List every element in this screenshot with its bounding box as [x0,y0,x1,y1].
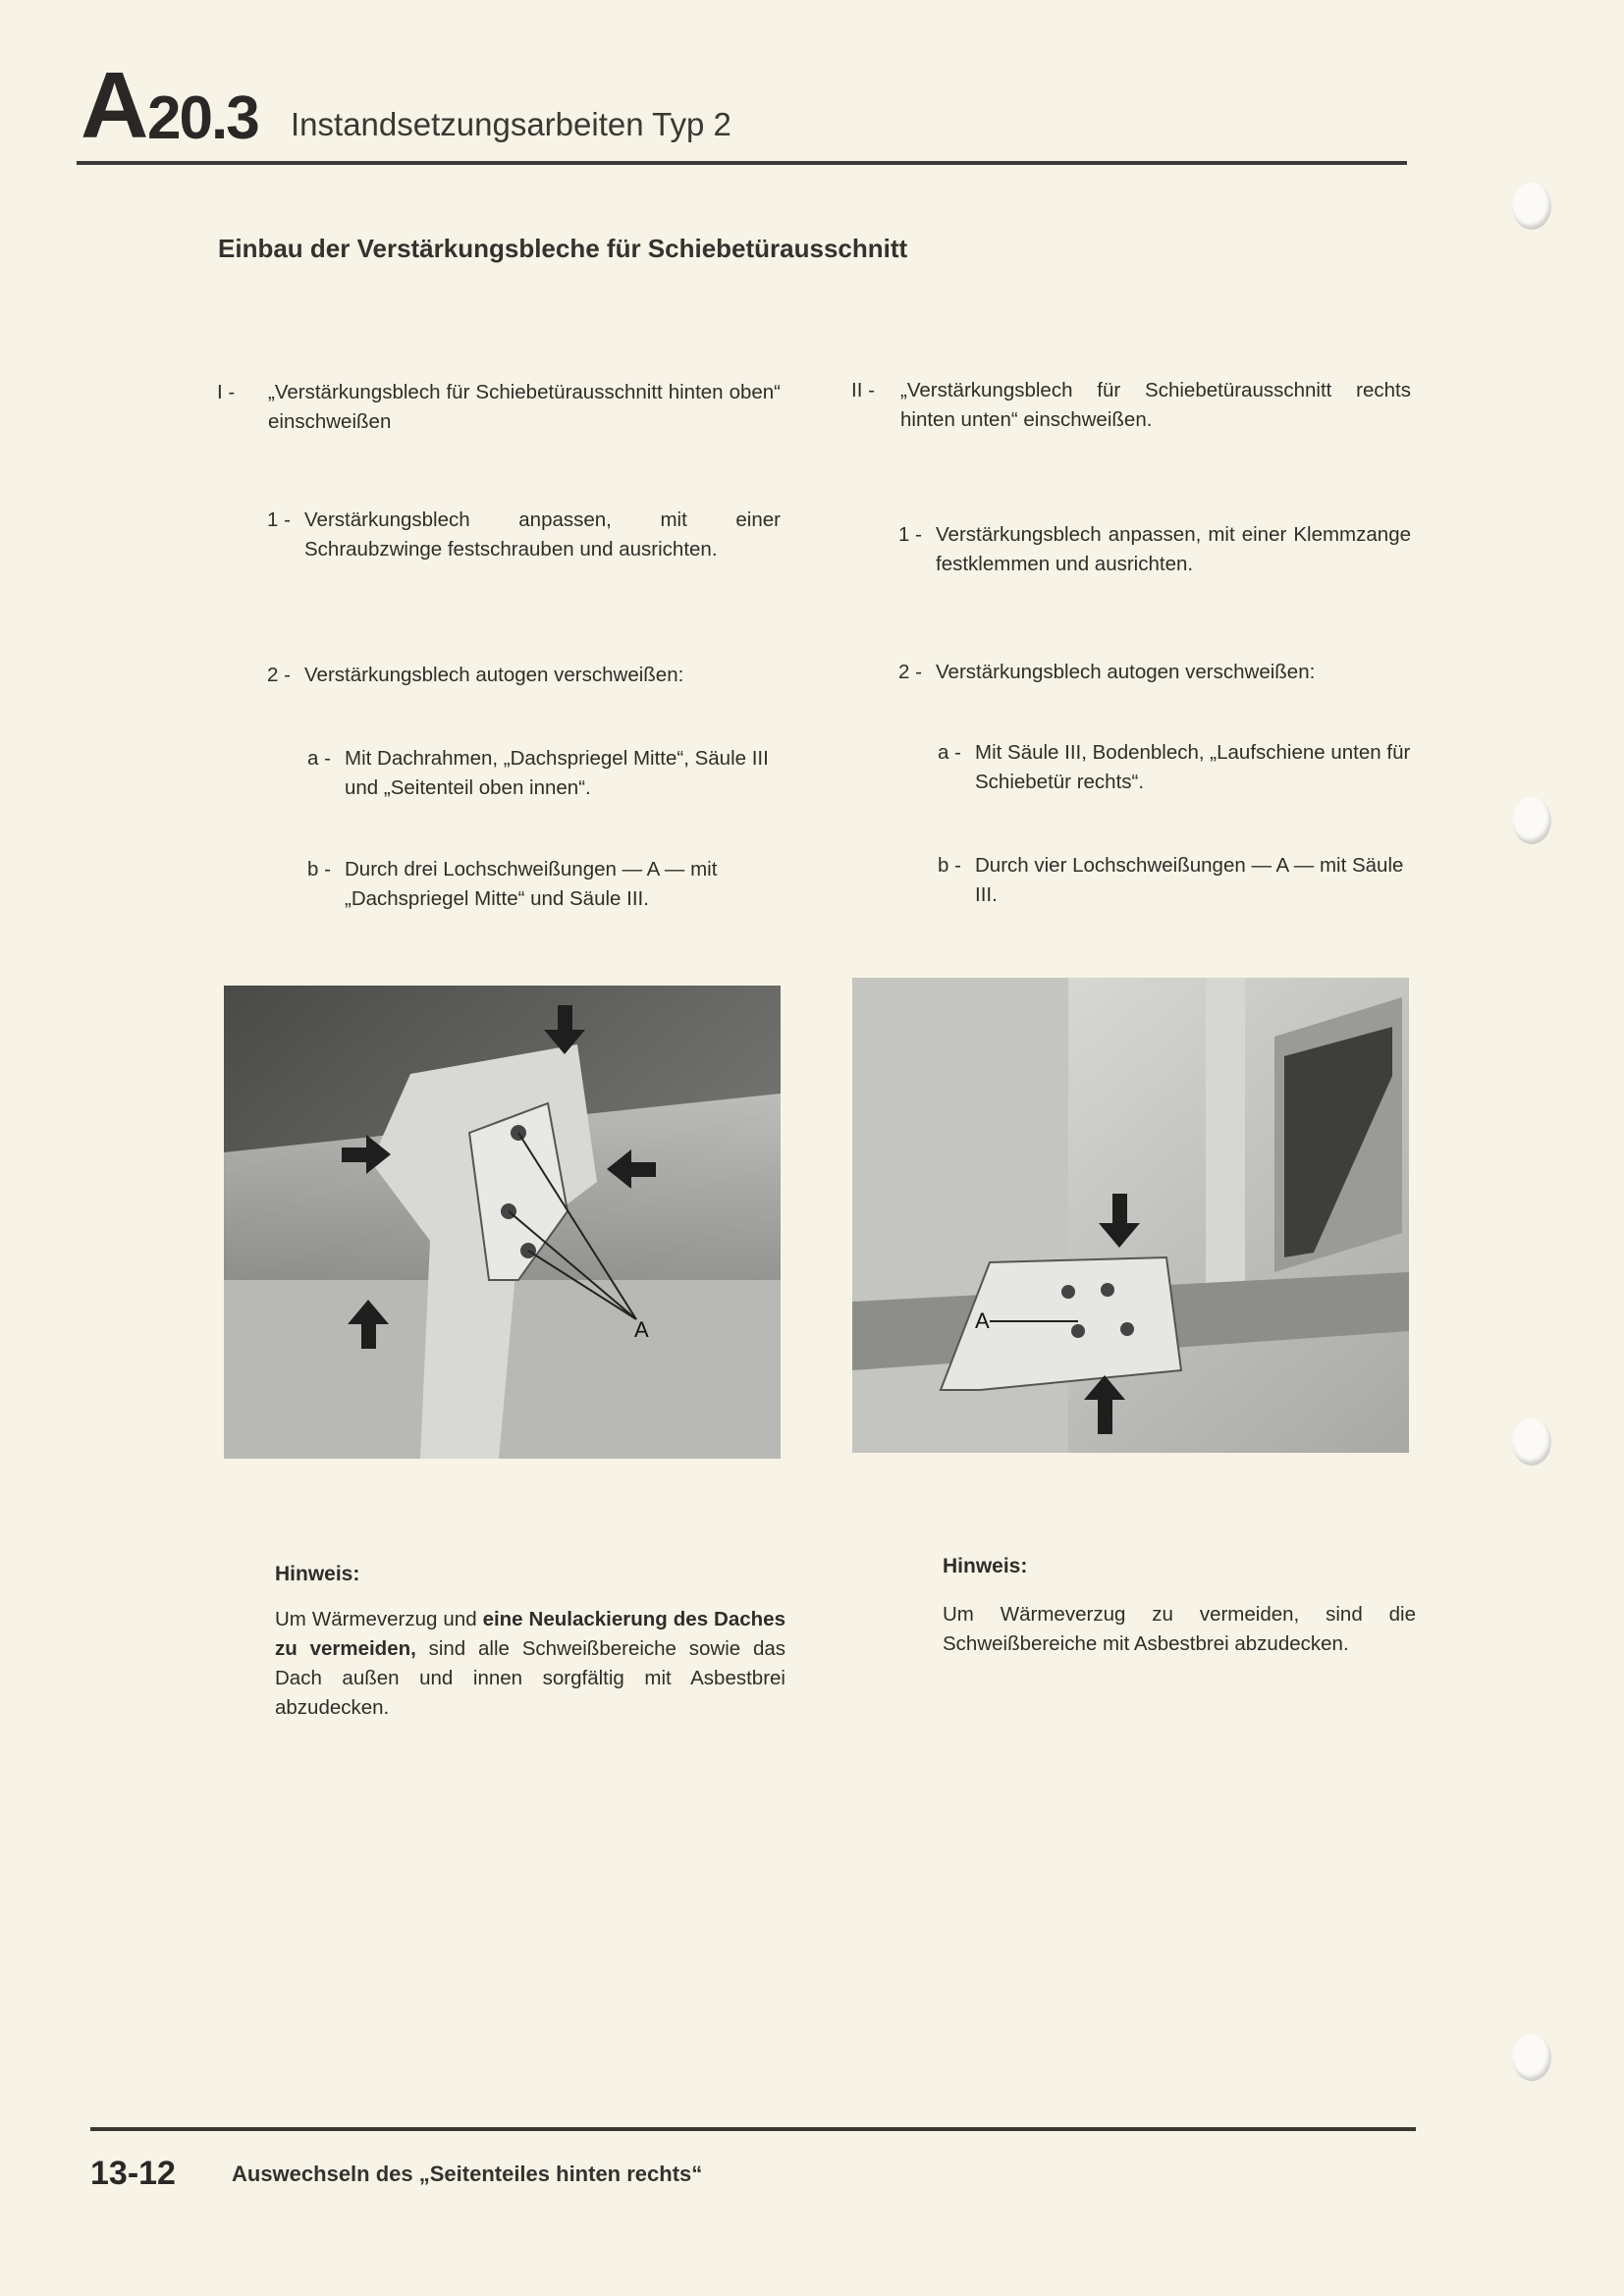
footer-title: Auswechseln des „Seitenteiles hinten rechts“ [232,2162,703,2186]
step-text: „Verstärkungsblech für Schiebetürausschnitt hinten oben“ einschweißen [268,381,781,433]
right-note-title: Hinweis: [943,1555,1028,1577]
step-text: Durch vier Lochschweißungen — A — mit Säule III. [975,854,1404,906]
step-text: „Verstärkungsblech für Schiebetürausschnitt rechts hinten unten“ einschweißen. [900,379,1411,431]
left-main-step [217,378,781,437]
punch-hole [1512,183,1551,230]
section-title: Einbau der Verstärkungsbleche für Schiebetürausschnitt [218,234,908,263]
step-text: Mit Säule III, Bodenblech, „Laufschiene unten für Schiebetür rechts“. [975,741,1411,793]
left-note-title: Hinweis: [275,1563,360,1585]
step-text: Mit Dachrahmen, „Dachspriegel Mitte“, Säule III und „Seitenteil oben innen“. [345,747,769,799]
right-step-a [938,738,1411,797]
punch-hole [1512,797,1551,844]
page-header-title: Instandsetzungsarbeiten Typ 2 [291,106,731,142]
punch-hole [1512,1418,1551,1466]
left-note-text [275,1605,785,1723]
punch-hole [1512,2034,1551,2081]
photo-label-a: A [634,1317,649,1342]
section-number: 20.3 [147,84,258,152]
right-note-text: Um Wärmeverzug zu vermeiden, sind die Schweißbereiche mit Asbestbrei abzudecken. [943,1603,1416,1655]
right-step-b [938,851,1411,910]
photo-label-a: A [975,1308,990,1333]
step-label: a - [938,741,961,764]
step-label: a - [307,747,331,770]
step-label: II - [851,379,875,401]
right-step-2 [898,658,1411,687]
photo-roof-reinforcement [224,986,781,1459]
step-label: I - [217,381,236,403]
note-text-bold: eine Neulackierung des Daches zu vermeiden, [275,1608,785,1660]
step-text: Verstärkungsblech autogen verschweißen: [936,661,1316,683]
left-step-a [307,744,781,803]
step-text: Verstärkungsblech anpassen, mit einer Klemmzange festklemmen und ausrichten. [936,523,1411,575]
left-step-b [307,855,781,914]
note-text: sind alle Schweißbereiche sowie das Dach außen und innen sorgfältig mit Asbestbrei abzudecken. [275,1637,785,1719]
photo-lower-reinforcement [852,978,1409,1453]
right-step-1 [898,520,1411,579]
note-text: Um Wärmeverzug und [275,1608,483,1630]
step-text: Verstärkungsblech anpassen, mit einer Schraubzwinge festschrauben und ausrichten. [304,508,781,561]
step-label: 2 - [267,664,291,686]
step-text: Durch drei Lochschweißungen — A — mit „Dachspriegel Mitte“ und Säule III. [345,858,718,910]
section-letter: A [81,53,145,158]
header-rule [77,161,1407,165]
left-step-1 [267,506,781,564]
step-text: Verstärkungsblech autogen verschweißen: [304,664,684,686]
left-step-2 [267,661,781,690]
footer-rule [90,2127,1416,2131]
step-label: 1 - [267,508,291,531]
step-label: b - [938,854,961,877]
step-label: 2 - [898,661,922,683]
right-main-step [851,376,1411,435]
step-label: b - [307,858,331,881]
step-label: 1 - [898,523,922,546]
page-number: 13-12 [90,2155,176,2192]
